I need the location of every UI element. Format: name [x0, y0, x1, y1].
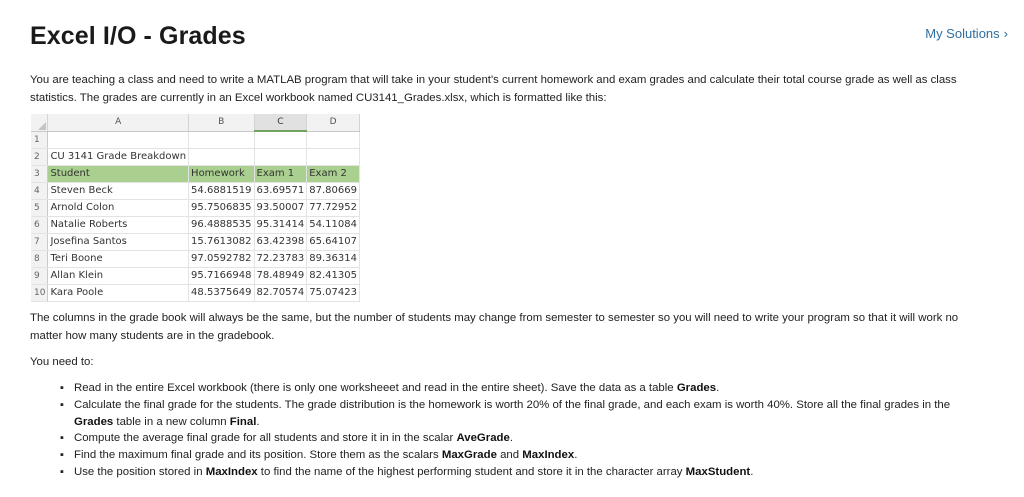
- sheet-cell: 97.0592782: [189, 251, 254, 268]
- sheet-cell: 54.6881519: [189, 183, 254, 200]
- sheet-row: [31, 166, 359, 183]
- sheet-cell: 95.31414: [254, 217, 307, 234]
- intro-paragraph: You are teaching a class and need to write a MATLAB program that will take in your student's current homework and exam grades and calculate their total course grade as well as class statistics. The grades are currently in an Excel workbook named CU3141_Grades.xlsx, which is formatted like this:: [30, 74, 957, 104]
- sheet-cell: Arnold Colon: [48, 200, 189, 217]
- sheet-cell: Student: [48, 166, 189, 183]
- task-text: Use the position stored in: [74, 465, 206, 478]
- my-solutions-label: My Solutions: [925, 26, 1000, 41]
- sheet-row: [31, 149, 359, 166]
- sheet-cell: 93.50007: [254, 200, 307, 217]
- task-text: .: [256, 415, 260, 428]
- variable-name: MaxGrade: [441, 449, 497, 462]
- variable-name: MaxIndex: [522, 449, 575, 462]
- sheet-row-number: 3: [31, 166, 48, 183]
- variable-name: MaxStudent: [685, 465, 751, 478]
- bullet-icon: ▪: [60, 449, 64, 462]
- task-text: .: [750, 465, 754, 478]
- sheet-column-header-a: A: [48, 114, 189, 131]
- sheet-cell: [48, 131, 189, 149]
- task-text: Calculate the final grade for the students. The grade distribution is the homework is worth 20% of the final grade, and each exam is worth 40%. Store all the final grades in the: [74, 398, 951, 411]
- sheet-cell: Natalie Roberts: [48, 217, 189, 234]
- variable-name: Final: [229, 415, 257, 428]
- sheet-row: [31, 217, 359, 234]
- sheet-cell: Allan Klein: [48, 268, 189, 285]
- sheet-cell: [189, 131, 254, 149]
- task-item: [30, 464, 990, 481]
- variable-name: AveGrade: [456, 432, 510, 445]
- variable-name: Grades: [676, 382, 717, 394]
- sheet-corner-cell: [31, 114, 48, 131]
- sheet-cell: 82.41305: [307, 268, 360, 285]
- task-text: table in a new column: [113, 415, 230, 428]
- sheet-row: [31, 200, 359, 217]
- excel-sheet-image: [31, 114, 357, 298]
- sheet-cell: [307, 149, 360, 166]
- variable-name: MaxIndex: [205, 465, 258, 478]
- task-text: to find the name of the highest performing student and store it in the character array: [257, 465, 686, 478]
- task-text: Find the maximum final grade and its position. Store them as the scalars: [74, 449, 442, 462]
- task-item: [30, 430, 990, 447]
- sheet-cell: Teri Boone: [48, 251, 189, 268]
- sheet-cell: Homework: [189, 166, 254, 183]
- sheet-cell: 95.7506835: [189, 200, 254, 217]
- sheet-column-header-d: D: [307, 114, 360, 131]
- sheet-cell: [254, 131, 307, 149]
- page-title: Excel I/O - Grades: [30, 22, 246, 50]
- sheet-cell: Steven Beck: [48, 183, 189, 200]
- bullet-icon: ▪: [60, 382, 64, 394]
- bullet-icon: ▪: [60, 465, 64, 478]
- sheet-cell: [189, 149, 254, 166]
- task-text: .: [574, 449, 578, 462]
- sheet-cell: 54.11084: [307, 217, 360, 234]
- sheet-row-number: 1: [31, 131, 48, 149]
- you-need-label: You need to:: [30, 356, 94, 368]
- sheet-row: [31, 131, 359, 149]
- sheet-cell: 63.42398: [254, 234, 307, 251]
- sheet-row-number: 8: [31, 251, 48, 268]
- sheet-cell: 82.70574: [254, 285, 307, 302]
- sheet-cell: 48.5375649: [189, 285, 254, 302]
- bullet-icon: ▪: [60, 432, 64, 445]
- sheet-cell: 65.64107: [307, 234, 360, 251]
- sheet-row-number: 9: [31, 268, 48, 285]
- chevron-right-icon: ›: [1003, 26, 1008, 41]
- sheet-cell: 72.23783: [254, 251, 307, 268]
- task-item: [30, 380, 990, 397]
- sheet-row-number: 10: [31, 285, 48, 302]
- sheet-cell: 87.80669: [307, 183, 360, 200]
- sheet-row-number: 7: [31, 234, 48, 251]
- sheet-cell: [254, 149, 307, 166]
- sheet-cell: Exam 2: [307, 166, 360, 183]
- sheet-row: [31, 234, 359, 251]
- sheet-column-header-c: C: [254, 114, 307, 131]
- sheet-cell: 75.07423: [307, 285, 360, 302]
- sheet-cell: 78.48949: [254, 268, 307, 285]
- sheet-row-number: 2: [31, 149, 48, 166]
- sheet-cell: 77.72952: [307, 200, 360, 217]
- sheet-row-number: 6: [31, 217, 48, 234]
- sheet-cell: Exam 1: [254, 166, 307, 183]
- sheet-cell: 96.4888535: [189, 217, 254, 234]
- sheet-column-header-b: B: [189, 114, 254, 131]
- sheet-row: [31, 268, 359, 285]
- sheet-cell: Josefina Santos: [48, 234, 189, 251]
- bullet-icon: ▪: [60, 398, 64, 411]
- sheet-row: [31, 251, 359, 268]
- sheet-cell: 63.69571: [254, 183, 307, 200]
- sheet-cell: [307, 131, 360, 149]
- sheet-cell: 95.7166948: [189, 268, 254, 285]
- sheet-row-number: 5: [31, 200, 48, 217]
- sheet-row-number: 4: [31, 183, 48, 200]
- task-item: [30, 397, 990, 431]
- task-list: [30, 380, 990, 481]
- my-solutions-link[interactable]: [925, 26, 1008, 41]
- sheet-column-header-row: [31, 114, 359, 131]
- sheet-row: [31, 285, 359, 302]
- task-text: Compute the average final grade for all students and store it in in the scalar: [74, 432, 457, 445]
- columns-note-paragraph: The columns in the grade book will always be the same, but the number of students may change from semester to semester so you will need to write your program so that it will work no matter how many students are in the gradebook.: [30, 312, 959, 342]
- sheet-cell: 15.7613082: [189, 234, 254, 251]
- task-text: Read in the entire Excel workbook (there is only one worksheeet and read in the entire sheet). Save the data as a table: [74, 382, 677, 394]
- task-item: [30, 447, 990, 464]
- task-text: and: [496, 449, 523, 462]
- task-text: .: [509, 432, 514, 445]
- sheet-cell: 89.36314: [307, 251, 360, 268]
- sheet-cell: Kara Poole: [48, 285, 189, 302]
- sheet-cell: CU 3141 Grade Breakdown: [48, 149, 189, 166]
- variable-name: Grades: [74, 415, 114, 428]
- sheet-row: [31, 183, 359, 200]
- task-text: .: [716, 382, 720, 394]
